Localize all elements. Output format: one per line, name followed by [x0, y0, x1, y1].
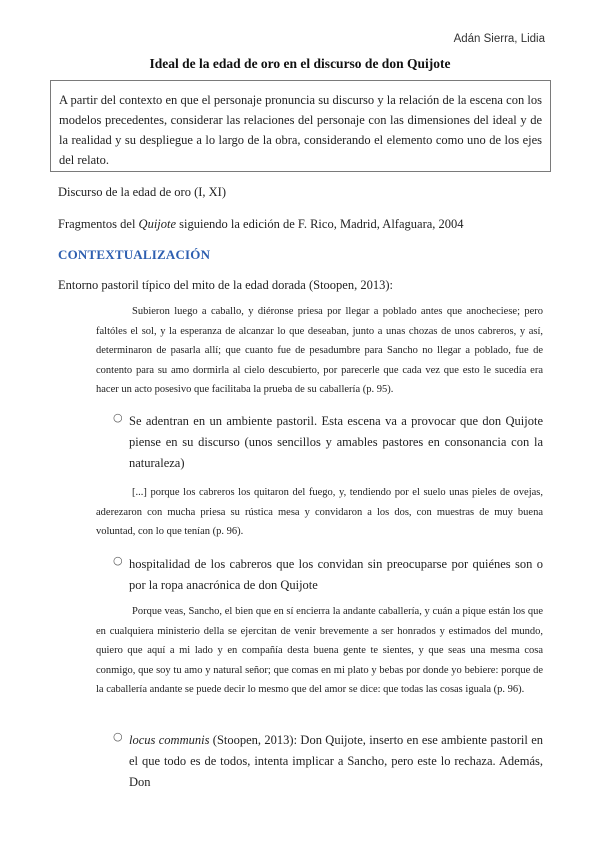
author-name: Adán Sierra, Lidia — [453, 33, 545, 45]
fragmentos-line — [58, 217, 464, 232]
quote-3: Porque veas, Sancho, el bien que en sí encierra la andante caballería, y cuán a pique están los que en cualquiera ministerio della se ejercitan de venir brevemente a ser honrados y estimados del mundo, quiero que aquí a mi lado y en compañía desta buena gente te sientes, y que seas una mesma cosa conmigo, que soy tu amo y natural señor; que comas en mi plato y bebas por donde yo bebiere: porque de la caballería andante se puede decir lo mesmo que del amor se dice: que todas las cosas iguala (p. 96). — [96, 606, 543, 695]
bullet-circle-icon: ○ — [113, 554, 123, 567]
bullet-2-text: hospitalidad de los cabreros que los convidan sin preocuparse por quiénes son o por la ropa anacrónica de don Quijote — [129, 557, 543, 592]
fragmentos-prefix: Fragmentos del — [58, 217, 139, 231]
bullet-3-text — [129, 730, 543, 793]
bullet-3-rest: (Stoopen, 2013): Don Quijote, inserto en ese ambiente pastoril en el que todo es de todos, intenta implicar a Sancho, pero este lo rechaza. Además, Don — [129, 733, 543, 789]
bullet-3-italic: locus communis — [129, 733, 210, 747]
quote-2: [...] porque los cabreros los quitaron del fuego, y, tendiendo por el suelo unas pieles de ovejas, aderezaron con mucha priesa su rústica mesa y convidaron a los dos, con muestras de muy buena voluntad, con lo que tenían (p. 96). — [96, 487, 543, 537]
section-heading: CONTEXTUALIZACIÓN — [58, 247, 211, 262]
document-title: Ideal de la edad de oro en el discurso de don Quijote — [149, 56, 451, 71]
bullet-2 — [113, 554, 543, 596]
bullet-3 — [113, 730, 543, 793]
bullet-1-text: Se adentran en un ambiente pastoril. Esta escena va a provocar que don Quijote piense en su discurso (unos sencillos y amables pastores en consonancia con la naturaleza) — [129, 414, 543, 470]
intro-line: Entorno pastoril típico del mito de la edad dorada (Stoopen, 2013): — [58, 278, 393, 292]
bullet-1 — [113, 411, 543, 474]
bullet-circle-icon: ○ — [113, 730, 123, 743]
fragmentos-suffix: siguiendo la edición de F. Rico, Madrid, Alfaguara, 2004 — [176, 217, 464, 231]
discurso-line: Discurso de la edad de oro (I, XI) — [58, 185, 226, 199]
bullet-circle-icon: ○ — [113, 411, 123, 424]
quote-1: Subieron luego a caballo, y diéronse priesa por llegar a poblado antes que anocheciese; pero faltóles el sol, y la esperanza de alcanzar lo que deseaban, junto a unas chozas de unos cabreros, y así, determinaron de pasarla allí; que cuanto fue de pesadumbre para Sancho no llegar a poblado, fue de contento para su amo dormirla al cielo descubierto, por parecerle que cada vez que esto le sucedía era hacer un acto posesivo que facilitaba la prueba de su caballería (p. 95). — [96, 306, 543, 395]
fragmentos-italic: Quijote — [138, 217, 177, 231]
prompt-box — [50, 80, 551, 172]
prompt-text: A partir del contexto en que el personaje pronuncia su discurso y la relación de la escena con los modelos precedentes, considerar las relaciones del personaje con las dimensiones del ideal y de la realidad y su despliegue a lo largo de la obra, considerando el elemento como uno de los ejes del relato. — [59, 93, 542, 167]
